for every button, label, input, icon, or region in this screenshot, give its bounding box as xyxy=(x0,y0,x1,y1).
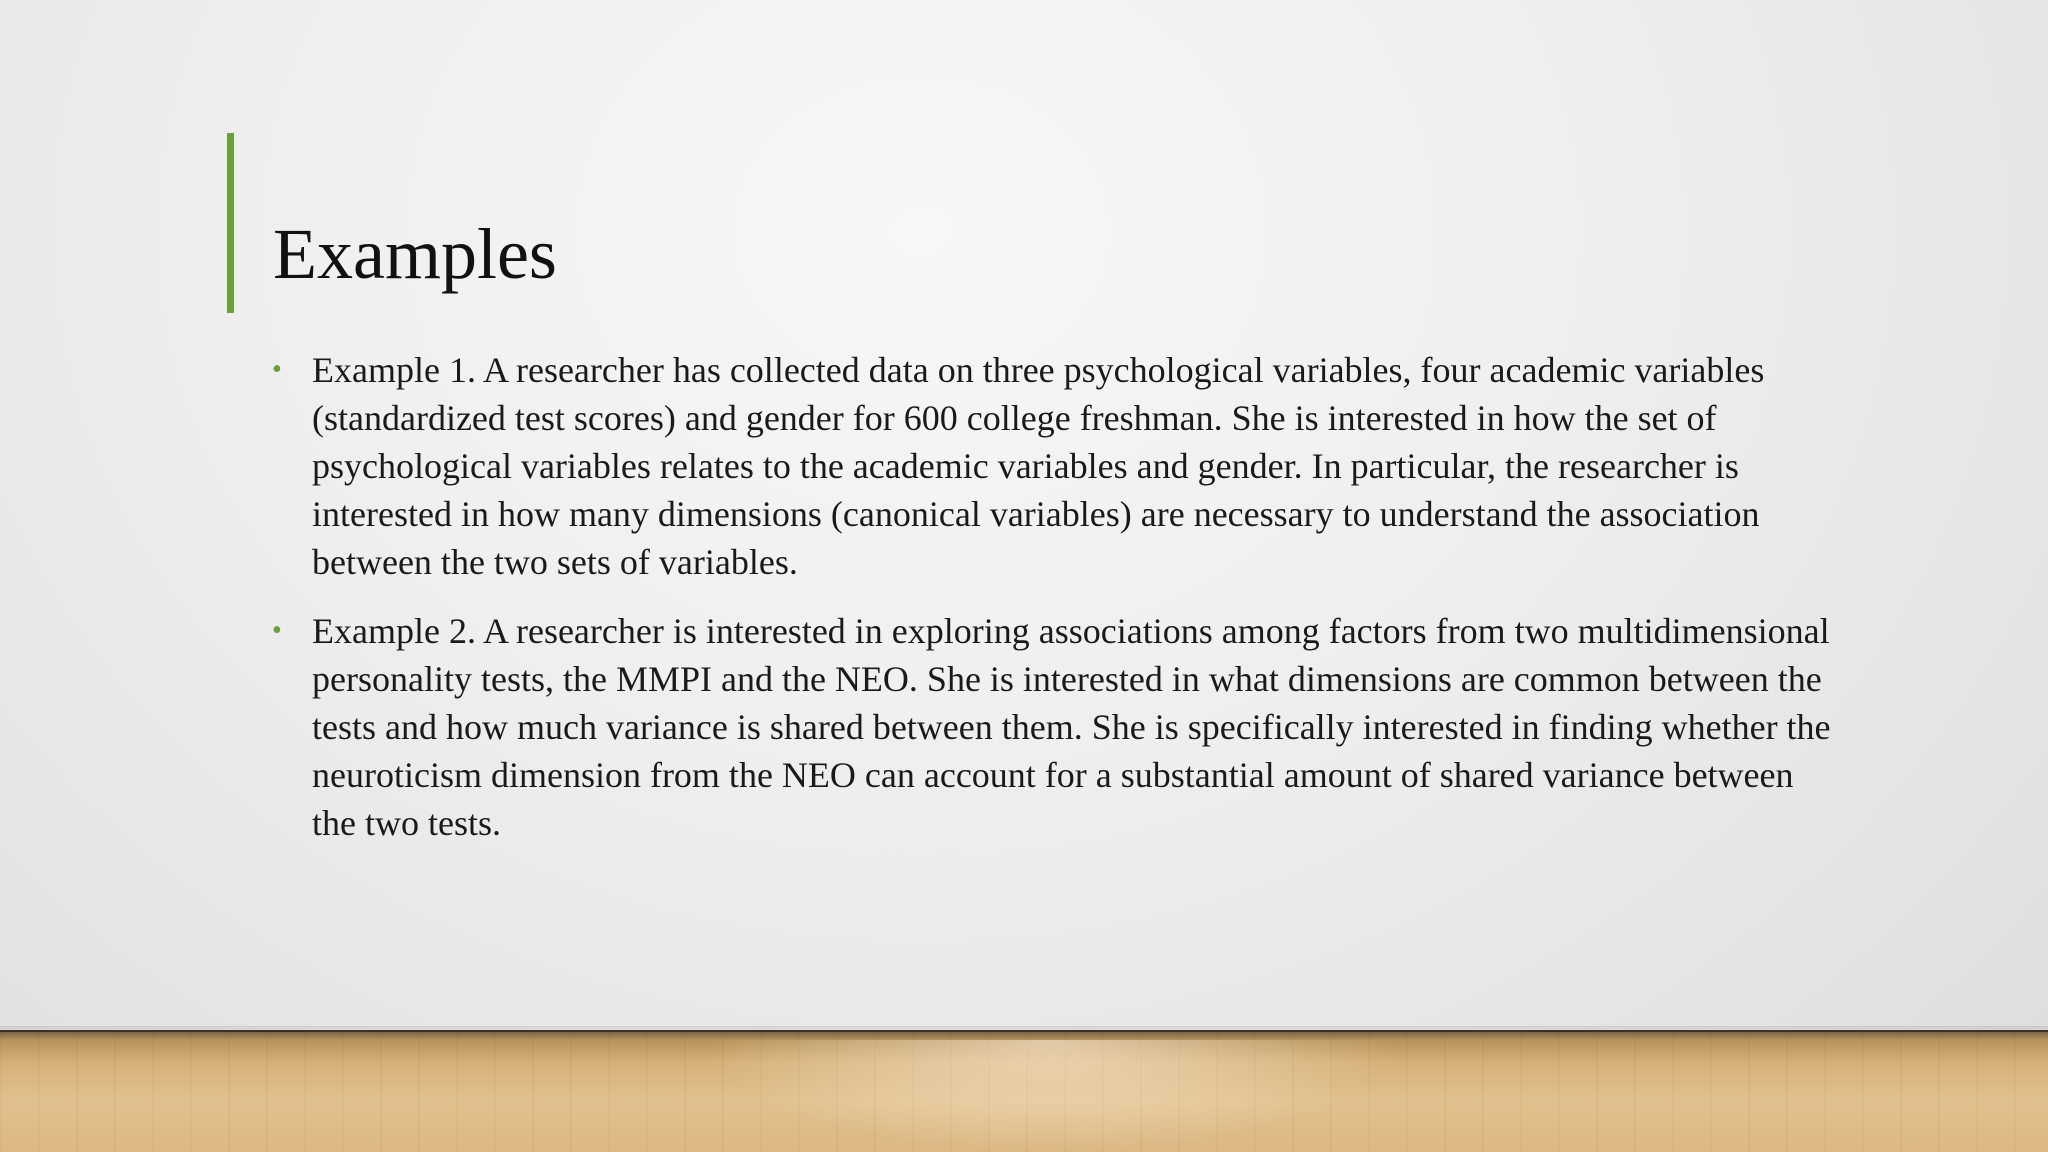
bullet-item xyxy=(272,346,1832,586)
bullet-dot-icon: • xyxy=(272,354,282,385)
bullet-list xyxy=(272,346,1832,868)
slide-title: Examples xyxy=(273,214,557,294)
bullet-item xyxy=(272,607,1832,847)
title-accent-bar xyxy=(227,133,234,313)
floor-highlight xyxy=(700,1040,1400,1152)
bullet-dot-icon: • xyxy=(272,615,282,646)
bullet-text: Example 2. A researcher is interested in exploring associations among factors from two multidimensional personality tests, the MMPI and the NEO. She is interested in what dimensions are common between the tests and how much variance is shared between them. She is specifically interested in finding whether the neuroticism dimension from the NEO can account for a substantial amount of shared variance between the two tests. xyxy=(312,611,1831,843)
wall-floor-shadow xyxy=(0,1026,2048,1032)
bullet-text: Example 1. A researcher has collected data on three psychological variables, four academic variables (standardized test scores) and gender for 600 college freshman. She is interested in how the set of psychological variables relates to the academic variables and gender. In particular, the researcher is interested in how many dimensions (canonical variables) are necessary to understand the association between the two sets of variables. xyxy=(312,350,1765,582)
